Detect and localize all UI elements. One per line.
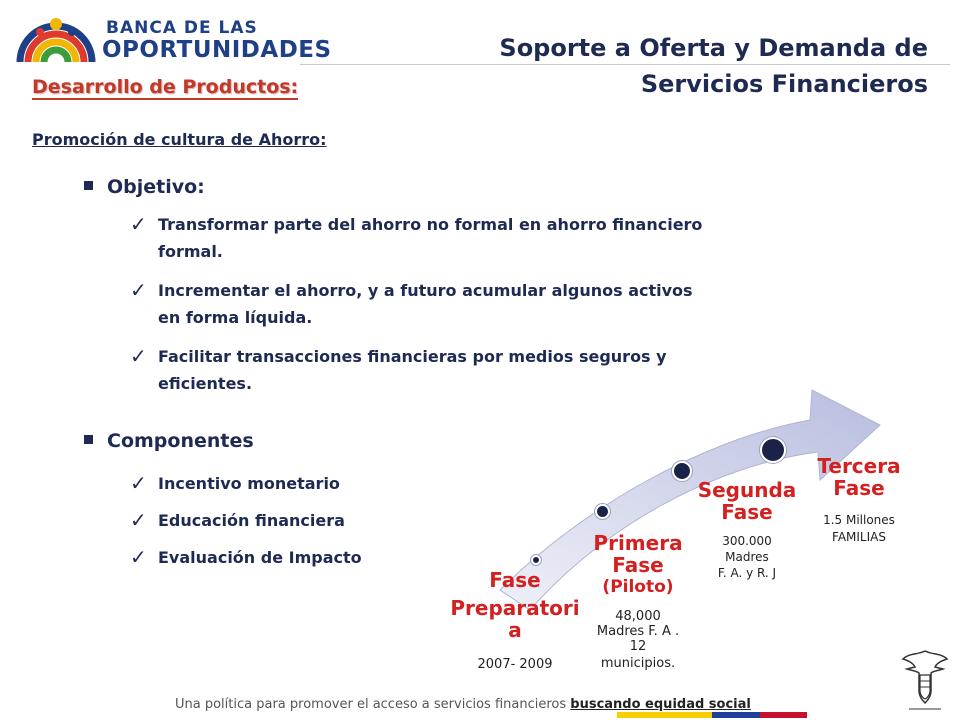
phase-detail-line: F. A. y R. J	[717, 566, 777, 580]
title-divider	[300, 64, 950, 65]
bank-logo	[14, 6, 332, 66]
phase-tercera-title	[804, 455, 914, 499]
phase-segunda-detail	[692, 533, 802, 581]
bullet-objetivo	[84, 176, 205, 198]
objetivo-item-line1: Facilitar transacciones financieras por medios seguros y	[158, 347, 667, 366]
objetivo-item	[130, 211, 850, 265]
coat-of-arms-icon	[895, 645, 955, 715]
phase-title-line: Segunda	[697, 478, 797, 502]
phase-detail-line: Madres F. A .	[596, 624, 680, 639]
componente-item-label: Incentivo monetario	[158, 474, 340, 493]
objetivo-item-line1: Incrementar el ahorro, y a futuro acumular algunos activos	[158, 281, 693, 300]
objetivo-item-line2: eficientes.	[158, 374, 253, 393]
phase-dot	[672, 461, 692, 481]
flag-blue	[712, 712, 760, 718]
phase-detail-line: 300.000	[722, 534, 772, 548]
coat-of-arms	[895, 645, 955, 715]
square-bullet-icon	[84, 435, 93, 444]
phase-diagram	[440, 380, 960, 680]
phase-title-line: Preparatori	[450, 596, 580, 620]
phase-detail-line: 48,000	[615, 609, 661, 624]
componente-item-label: Evaluación de Impacto	[158, 548, 362, 567]
componente-item	[130, 470, 430, 497]
phase-primera-title	[578, 532, 698, 598]
phase-dot	[531, 555, 541, 565]
bullet-objetivo-label: Objetivo:	[107, 176, 205, 198]
phase-title-line: Fase	[489, 568, 541, 592]
phase-title-line: Primera	[593, 531, 683, 555]
footer	[175, 697, 751, 712]
phase-detail-line: 1.5 Millones	[823, 513, 895, 527]
check-icon: ✓	[130, 471, 147, 495]
phase-primera-detail	[580, 609, 696, 671]
phase-title-line: Tercera	[817, 454, 901, 478]
logo-line1: BANCA DE LAS	[106, 18, 258, 38]
flag-stripe	[617, 712, 807, 718]
objetivo-item-line2: en forma líquida.	[158, 308, 313, 327]
objetivo-item-line1: Transformar parte del ahorro no formal en ahorro financiero	[158, 215, 703, 234]
flag-yellow	[617, 712, 712, 718]
phase-dot	[595, 504, 610, 519]
logo-rainbow-icon	[14, 6, 98, 66]
check-icon: ✓	[130, 278, 147, 302]
slide-title-line2: Servicios Financieros	[640, 70, 928, 98]
phase-preparatoria-title	[440, 569, 590, 641]
componente-item	[130, 544, 430, 571]
check-icon: ✓	[130, 508, 147, 532]
phase-preparatoria-detail: 2007- 2009	[477, 657, 553, 672]
flag-red	[760, 712, 807, 718]
footer-text: Una política para promover el acceso a servicios financieros	[175, 697, 571, 712]
bullet-componentes	[84, 430, 254, 452]
phase-detail-line: Madres	[725, 550, 769, 564]
phase-title-line: a	[508, 618, 522, 642]
logo-line2: OPORTUNIDADES	[102, 37, 332, 63]
phase-title-line: Fase	[833, 476, 885, 500]
bullet-componentes-label: Componentes	[107, 430, 254, 452]
objetivo-item	[130, 277, 850, 331]
phase-dot	[760, 437, 786, 463]
slide-title	[408, 30, 928, 102]
phase-title-line: Fase	[721, 500, 773, 524]
objetivo-item-line2: formal.	[158, 242, 223, 261]
phase-title-line: (Piloto)	[602, 577, 674, 597]
componente-item-label: Educación financiera	[158, 511, 345, 530]
square-bullet-icon	[84, 181, 93, 190]
phase-detail-line: FAMILIAS	[832, 530, 886, 544]
phase-tercera-detail	[799, 512, 919, 546]
check-icon: ✓	[130, 344, 147, 368]
phase-segunda-title	[687, 479, 807, 523]
check-icon: ✓	[130, 212, 147, 236]
slide-title-line1: Soporte a Oferta y Demanda de	[499, 34, 928, 62]
subheading: Promoción de cultura de Ahorro:	[32, 130, 327, 149]
phase-detail-line: municipios.	[600, 656, 676, 671]
footer-emphasis: buscando equidad social	[570, 697, 751, 712]
componente-item	[130, 507, 430, 534]
check-icon: ✓	[130, 545, 147, 569]
phase-title-line: Fase	[612, 553, 664, 577]
section-heading: Desarrollo de Productos:	[32, 76, 299, 98]
phase-detail-line: 12	[629, 639, 647, 654]
